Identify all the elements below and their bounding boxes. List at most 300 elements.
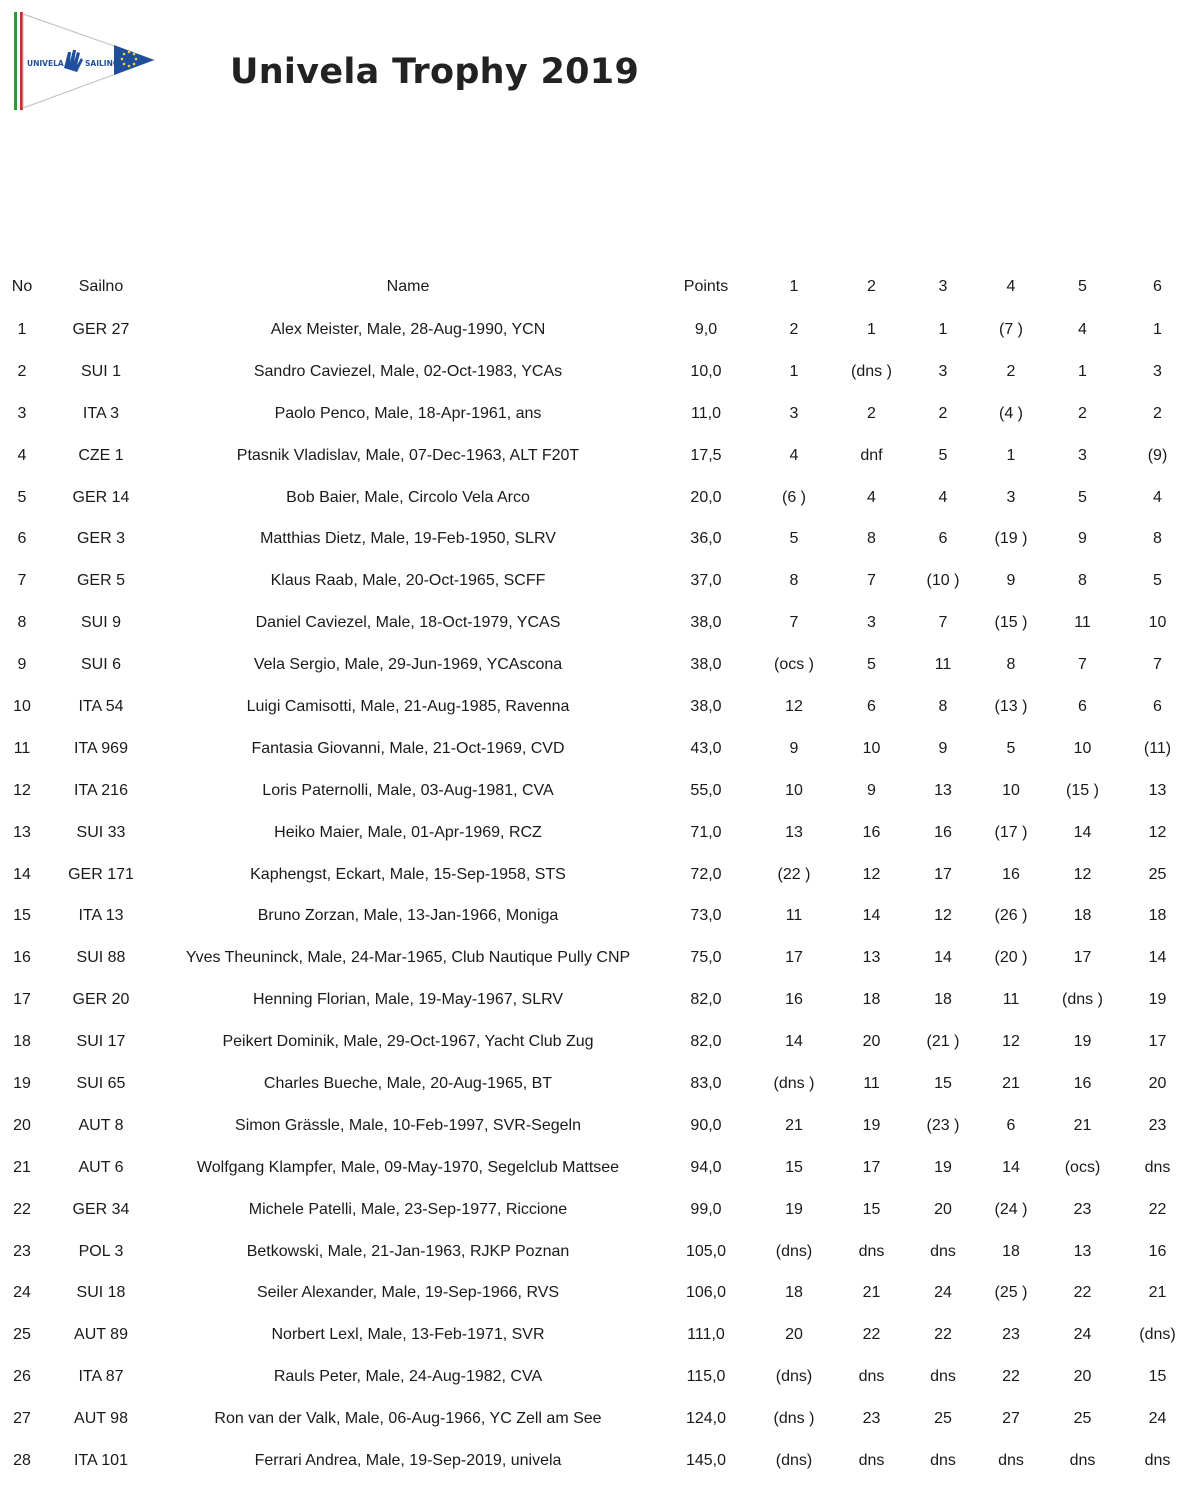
col-race-6-cell: 2 xyxy=(1153,404,1162,422)
col-sailno-cell: SUI 33 xyxy=(76,823,126,841)
logo-green-stripe xyxy=(14,12,17,110)
col-race-6-cell: 13 xyxy=(1148,781,1167,799)
col-race-3-cell: (21 ) xyxy=(926,1033,960,1051)
col-sailno-cell: SUI 88 xyxy=(76,949,126,967)
col-race-4-cell: (17 ) xyxy=(994,823,1028,841)
col-race-1-cell: 21 xyxy=(785,1116,803,1134)
col-race-2-cell: 9 xyxy=(867,781,876,799)
col-points-cell: 38,0 xyxy=(690,614,722,632)
col-race-6-cell: 14 xyxy=(1148,949,1167,967)
col-sailno-cell: ITA 101 xyxy=(74,1451,128,1469)
col-no-cell: 3 xyxy=(17,404,27,422)
col-race-6-cell: 5 xyxy=(1153,572,1162,590)
col-race-3-cell: 6 xyxy=(938,530,948,548)
col-race-3-cell: 8 xyxy=(938,697,948,715)
logo-text-right: SAILING xyxy=(85,59,119,68)
col-race-1-cell: 1 xyxy=(789,362,799,380)
col-race-6-cell: (11) xyxy=(1143,739,1172,757)
col-race-4-cell: 14 xyxy=(1002,1158,1020,1176)
col-points-cell: 72,0 xyxy=(690,865,722,883)
col-race-3-header: 3 xyxy=(938,278,948,295)
col-name-cell: Wolfgang Klampfer, Male, 09-May-1970, Segelclub Mattsee xyxy=(196,1158,620,1176)
col-race-4-cell: 6 xyxy=(1006,1116,1016,1134)
table-row xyxy=(0,812,1195,854)
results-table xyxy=(0,265,1195,1482)
col-race-4-cell: 5 xyxy=(1006,739,1016,757)
col-no-header: No xyxy=(11,278,33,295)
col-sailno-cell: SUI 6 xyxy=(80,656,121,674)
col-race-2-cell: 20 xyxy=(862,1033,881,1051)
col-race-3-cell: 5 xyxy=(938,446,948,464)
table-row xyxy=(0,686,1195,728)
col-no-cell: 25 xyxy=(13,1326,31,1344)
col-sailno-cell: ITA 13 xyxy=(78,907,124,925)
col-race-6-cell: 1 xyxy=(1153,320,1162,338)
col-name-cell: Heiko Maier, Male, 01-Apr-1969, RCZ xyxy=(274,823,542,841)
col-race-2-cell: 15 xyxy=(862,1200,881,1218)
col-points-cell: 73,0 xyxy=(690,907,722,925)
col-race-2-cell: 8 xyxy=(867,530,876,548)
col-race-5-cell: (dns ) xyxy=(1062,991,1103,1009)
col-no-cell: 1 xyxy=(17,320,27,338)
table-row xyxy=(0,1231,1195,1273)
col-race-1-cell: 16 xyxy=(785,991,803,1009)
col-race-6-cell: 21 xyxy=(1148,1284,1167,1302)
col-race-2-cell: 1 xyxy=(867,320,876,338)
col-sailno-cell: ITA 3 xyxy=(82,404,120,422)
col-race-5-cell: 12 xyxy=(1073,865,1092,883)
col-no-cell: 19 xyxy=(13,1074,31,1092)
col-race-3-cell: 24 xyxy=(934,1284,952,1302)
col-race-5-cell: 5 xyxy=(1078,488,1087,506)
col-race-3-cell: 15 xyxy=(934,1074,952,1092)
col-points-cell: 17,5 xyxy=(690,446,722,464)
table-row xyxy=(0,937,1195,979)
col-points-cell: 99,0 xyxy=(690,1200,722,1218)
col-points-cell: 145,0 xyxy=(685,1451,727,1469)
col-race-1-cell: 2 xyxy=(789,320,799,338)
col-points-cell: 82,0 xyxy=(690,1033,722,1051)
col-race-4-cell: (15 ) xyxy=(994,614,1028,632)
col-race-6-cell: 25 xyxy=(1148,865,1167,883)
col-race-3-cell: 22 xyxy=(934,1326,952,1344)
col-sailno-cell: POL 3 xyxy=(78,1242,124,1260)
col-race-3-cell: dns xyxy=(930,1368,956,1386)
col-race-3-cell: 14 xyxy=(934,949,952,967)
col-sailno-cell: AUT 89 xyxy=(74,1326,128,1344)
logo-text-left: UNIVELA xyxy=(27,59,64,68)
col-race-4-cell: 27 xyxy=(1002,1410,1020,1428)
col-race-5-cell: 6 xyxy=(1078,697,1087,715)
col-no-cell: 10 xyxy=(13,697,31,715)
col-points-cell: 38,0 xyxy=(690,656,722,674)
col-name-cell: Peikert Dominik, Male, 29-Oct-1967, Yacht Club Zug xyxy=(222,1033,594,1051)
col-race-4-cell: 1 xyxy=(1006,446,1016,464)
col-name-cell: Ptasnik Vladislav, Male, 07-Dec-1963, ALT F20T xyxy=(236,446,580,464)
col-name-cell: Betkowski, Male, 21-Jan-1963, RJKP Poznan xyxy=(246,1242,570,1260)
col-sailno-cell: GER 3 xyxy=(76,530,125,548)
col-race-6-cell: dns xyxy=(1144,1158,1171,1176)
logo-white-stripe xyxy=(17,12,20,110)
col-race-6-cell: (9) xyxy=(1147,446,1168,464)
table-row xyxy=(0,895,1195,937)
table-row xyxy=(0,351,1195,393)
col-race-6-cell: 7 xyxy=(1153,656,1162,674)
col-race-6-header: 6 xyxy=(1153,278,1162,295)
col-sailno-cell: GER 14 xyxy=(72,488,130,506)
col-race-3-cell: 7 xyxy=(938,614,948,632)
col-no-cell: 8 xyxy=(17,614,27,632)
col-race-4-cell: (7 ) xyxy=(999,320,1023,338)
col-name-cell: Michele Patelli, Male, 23-Sep-1977, Riccione xyxy=(248,1200,568,1218)
col-race-3-cell: 12 xyxy=(934,907,952,925)
col-race-2-cell: 19 xyxy=(862,1116,881,1134)
col-race-3-cell: (23 ) xyxy=(926,1116,960,1134)
col-race-2-cell: 23 xyxy=(862,1410,881,1428)
col-race-2-cell: 14 xyxy=(862,907,881,925)
col-race-5-cell: dns xyxy=(1069,1451,1096,1469)
col-race-6-cell: 18 xyxy=(1148,907,1167,925)
col-race-1-cell: (dns ) xyxy=(773,1410,815,1428)
col-race-3-cell: 16 xyxy=(934,823,952,841)
col-race-4-cell: 2 xyxy=(1006,362,1016,380)
col-race-1-cell: 15 xyxy=(785,1158,803,1176)
table-row xyxy=(0,1272,1195,1314)
col-race-5-cell: 24 xyxy=(1073,1326,1092,1344)
col-points-cell: 90,0 xyxy=(690,1116,722,1134)
col-sailno-cell: SUI 17 xyxy=(76,1033,126,1051)
col-sailno-cell: GER 5 xyxy=(76,572,125,590)
col-race-5-cell: 14 xyxy=(1073,823,1092,841)
col-points-cell: 75,0 xyxy=(690,949,722,967)
col-race-3-cell: 19 xyxy=(934,1158,952,1176)
col-no-cell: 14 xyxy=(13,865,31,883)
col-race-1-cell: 19 xyxy=(785,1200,803,1218)
col-race-6-cell: 4 xyxy=(1153,488,1162,506)
col-sailno-cell: ITA 54 xyxy=(78,697,124,715)
col-sailno-cell: AUT 8 xyxy=(78,1116,124,1134)
col-race-4-cell: (26 ) xyxy=(994,907,1028,925)
header-row xyxy=(0,265,1195,309)
table-row xyxy=(0,728,1195,770)
col-no-cell: 21 xyxy=(13,1158,31,1176)
col-points-cell: 10,0 xyxy=(690,362,722,380)
col-name-cell: Seiler Alexander, Male, 19-Sep-1966, RVS xyxy=(256,1284,560,1302)
col-race-5-cell: 10 xyxy=(1073,739,1092,757)
col-race-6-cell: 3 xyxy=(1153,362,1162,380)
col-race-2-cell: 13 xyxy=(862,949,881,967)
col-race-4-cell: 16 xyxy=(1002,865,1020,883)
col-race-3-cell: 2 xyxy=(938,404,948,422)
col-no-cell: 13 xyxy=(13,823,31,841)
col-race-2-cell: 18 xyxy=(862,991,881,1009)
col-points-cell: 106,0 xyxy=(685,1284,727,1302)
col-no-cell: 7 xyxy=(17,572,27,590)
table-row xyxy=(0,309,1195,351)
col-points-cell: 36,0 xyxy=(690,530,722,548)
col-no-cell: 28 xyxy=(13,1451,31,1469)
page-title: Univela Trophy 2019 xyxy=(230,52,640,92)
col-race-3-cell: (10 ) xyxy=(926,572,960,590)
col-race-2-cell: (dns ) xyxy=(851,362,892,380)
col-race-5-cell: (15 ) xyxy=(1066,781,1099,799)
col-race-1-cell: 17 xyxy=(785,949,803,967)
col-sailno-cell: ITA 87 xyxy=(78,1368,124,1386)
table-row xyxy=(0,602,1195,644)
col-name-cell: Charles Bueche, Male, 20-Aug-1965, BT xyxy=(263,1074,553,1092)
col-race-4-header: 4 xyxy=(1006,278,1016,295)
col-race-2-cell: 12 xyxy=(862,865,881,883)
col-name-cell: Rauls Peter, Male, 24-Aug-1982, CVA xyxy=(273,1368,543,1386)
table-row xyxy=(0,393,1195,435)
table-row xyxy=(0,560,1195,602)
col-sailno-cell: SUI 65 xyxy=(76,1074,126,1092)
col-no-cell: 5 xyxy=(17,488,27,506)
col-name-cell: Bob Baier, Male, Circolo Vela Arco xyxy=(286,488,530,506)
col-race-4-cell: (19 ) xyxy=(994,530,1028,548)
col-points-cell: 11,0 xyxy=(691,404,721,422)
col-race-1-cell: (dns) xyxy=(775,1242,813,1260)
col-name-cell: Sandro Caviezel, Male, 02-Oct-1983, YCAs xyxy=(253,362,563,380)
col-race-2-cell: dnf xyxy=(860,446,883,464)
col-race-1-cell: 7 xyxy=(789,614,799,632)
col-race-4-cell: 8 xyxy=(1006,656,1016,674)
col-name-cell: Norbert Lexl, Male, 13-Feb-1971, SVR xyxy=(271,1326,545,1344)
table-row xyxy=(0,1105,1195,1147)
col-race-4-cell: 23 xyxy=(1002,1326,1020,1344)
col-race-1-cell: (22 ) xyxy=(777,865,811,883)
col-sailno-cell: AUT 6 xyxy=(78,1158,124,1176)
col-race-3-cell: 9 xyxy=(938,739,948,757)
col-name-cell: Daniel Caviezel, Male, 18-Oct-1979, YCAS xyxy=(255,614,561,632)
col-race-3-cell: dns xyxy=(930,1451,956,1469)
table-row xyxy=(0,644,1195,686)
col-no-cell: 11 xyxy=(13,739,31,757)
col-sailno-cell: AUT 98 xyxy=(74,1410,128,1428)
col-race-1-cell: 9 xyxy=(789,739,799,757)
table-row xyxy=(0,1398,1195,1440)
col-race-5-cell: 20 xyxy=(1073,1368,1092,1386)
col-race-6-cell: 22 xyxy=(1148,1200,1167,1218)
col-race-1-header: 1 xyxy=(789,278,799,295)
col-race-2-cell: 3 xyxy=(867,614,876,632)
col-race-2-cell: 21 xyxy=(862,1284,881,1302)
table-row xyxy=(0,1440,1195,1482)
col-no-cell: 2 xyxy=(17,362,27,380)
col-name-cell: Yves Theuninck, Male, 24-Mar-1965, Club Nautique Pully CNP xyxy=(185,949,631,967)
col-no-cell: 18 xyxy=(13,1033,31,1051)
col-race-5-cell: (ocs) xyxy=(1064,1158,1101,1176)
col-name-cell: Ron van der Valk, Male, 06-Aug-1966, YC Zell am See xyxy=(214,1410,602,1428)
col-no-cell: 15 xyxy=(13,907,31,925)
col-name-cell: Fantasia Giovanni, Male, 21-Oct-1969, CVD xyxy=(251,739,565,757)
col-race-2-cell: 5 xyxy=(867,656,876,674)
col-race-1-cell: 11 xyxy=(785,907,803,925)
table-row xyxy=(0,854,1195,896)
col-race-5-cell: 9 xyxy=(1078,530,1087,548)
col-race-2-cell: 16 xyxy=(862,823,881,841)
col-race-2-cell: 22 xyxy=(862,1326,881,1344)
col-race-2-cell: 11 xyxy=(863,1074,880,1092)
col-sailno-cell: SUI 9 xyxy=(80,614,121,632)
col-sailno-cell: ITA 969 xyxy=(74,739,128,757)
col-race-1-cell: 13 xyxy=(785,823,803,841)
col-race-4-cell: 11 xyxy=(1002,991,1020,1009)
col-race-1-cell: (dns) xyxy=(775,1451,813,1469)
col-name-cell: Henning Florian, Male, 19-May-1967, SLRV xyxy=(252,991,564,1009)
col-race-2-cell: 7 xyxy=(867,572,876,590)
col-race-5-cell: 2 xyxy=(1078,404,1087,422)
col-no-cell: 16 xyxy=(13,949,31,967)
col-race-1-cell: 12 xyxy=(785,697,803,715)
col-race-6-cell: (dns) xyxy=(1139,1326,1176,1344)
col-race-3-cell: 13 xyxy=(934,781,952,799)
col-race-6-cell: dns xyxy=(1144,1451,1171,1469)
col-race-3-cell: 3 xyxy=(938,362,948,380)
col-sailno-cell: GER 171 xyxy=(68,865,134,883)
col-points-cell: 105,0 xyxy=(685,1242,727,1260)
col-race-1-cell: 10 xyxy=(785,781,803,799)
col-race-2-cell: 10 xyxy=(862,739,881,757)
col-race-4-cell: 10 xyxy=(1002,781,1020,799)
col-name-cell: Loris Paternolli, Male, 03-Aug-1981, CVA xyxy=(262,781,554,799)
results-body xyxy=(0,309,1195,1482)
col-race-6-cell: 8 xyxy=(1153,530,1162,548)
univela-sailing-logo xyxy=(14,12,156,110)
col-race-5-cell: 22 xyxy=(1073,1284,1092,1302)
col-no-cell: 22 xyxy=(13,1200,31,1218)
col-points-cell: 37,0 xyxy=(690,572,722,590)
col-race-4-cell: 3 xyxy=(1006,488,1016,506)
col-name-cell: Luigi Camisotti, Male, 21-Aug-1985, Ravenna xyxy=(246,697,570,715)
col-race-5-cell: 3 xyxy=(1078,446,1087,464)
col-race-1-cell: (dns ) xyxy=(773,1074,815,1092)
col-race-5-cell: 11 xyxy=(1074,614,1091,632)
col-race-6-cell: 20 xyxy=(1148,1074,1167,1092)
col-points-header: Points xyxy=(683,278,729,295)
col-points-cell: 38,0 xyxy=(690,697,722,715)
col-name-cell: Simon Grässle, Male, 10-Feb-1997, SVR-Segeln xyxy=(235,1116,581,1134)
col-no-cell: 24 xyxy=(13,1284,31,1302)
col-race-4-cell: 18 xyxy=(1002,1242,1020,1260)
col-race-3-cell: 11 xyxy=(934,656,952,674)
col-race-3-cell: 1 xyxy=(938,320,948,338)
table-row xyxy=(0,518,1195,560)
col-name-cell: Paolo Penco, Male, 18-Apr-1961, ans xyxy=(274,404,542,422)
col-points-cell: 111,0 xyxy=(687,1326,725,1344)
col-name-cell: Klaus Raab, Male, 20-Oct-1965, SCFF xyxy=(270,572,546,590)
col-sailno-cell: GER 34 xyxy=(72,1200,130,1218)
col-name-cell: Alex Meister, Male, 28-Aug-1990, YCN xyxy=(270,320,546,338)
col-race-6-cell: 10 xyxy=(1148,614,1167,632)
col-name-cell: Matthias Dietz, Male, 19-Feb-1950, SLRV xyxy=(260,530,556,548)
col-race-3-cell: dns xyxy=(930,1242,956,1260)
col-no-cell: 12 xyxy=(13,781,31,799)
col-race-2-cell: 17 xyxy=(862,1158,881,1176)
col-race-1-cell: (dns) xyxy=(775,1368,813,1386)
col-sailno-cell: SUI 1 xyxy=(80,362,121,380)
col-name-cell: Kaphengst, Eckart, Male, 15-Sep-1958, STS xyxy=(250,865,566,883)
col-sailno-cell: GER 27 xyxy=(72,320,130,338)
col-race-6-cell: 24 xyxy=(1148,1410,1167,1428)
col-race-5-cell: 19 xyxy=(1073,1033,1092,1051)
col-race-3-cell: 20 xyxy=(934,1200,952,1218)
col-race-6-cell: 17 xyxy=(1148,1033,1167,1051)
col-no-cell: 20 xyxy=(13,1116,31,1134)
col-no-cell: 26 xyxy=(13,1368,31,1386)
col-race-5-header: 5 xyxy=(1078,278,1087,295)
logo-blue-tip xyxy=(114,45,154,75)
col-race-2-cell: dns xyxy=(858,1451,885,1469)
col-no-cell: 17 xyxy=(13,991,31,1009)
col-race-4-cell: (24 ) xyxy=(994,1200,1028,1218)
col-race-3-cell: 17 xyxy=(934,865,952,883)
col-race-1-cell: (6 ) xyxy=(782,488,806,506)
col-race-4-cell: (20 ) xyxy=(994,949,1028,967)
col-race-5-cell: 8 xyxy=(1078,572,1087,590)
col-race-6-cell: 6 xyxy=(1153,697,1162,715)
col-race-3-cell: 25 xyxy=(934,1410,952,1428)
col-name-cell: Vela Sergio, Male, 29-Jun-1969, YCAscona xyxy=(253,656,563,674)
table-row xyxy=(0,1356,1195,1398)
col-race-6-cell: 12 xyxy=(1148,823,1167,841)
col-race-2-cell: 2 xyxy=(867,404,876,422)
col-points-cell: 83,0 xyxy=(690,1074,722,1092)
col-race-1-cell: 3 xyxy=(789,404,799,422)
col-points-cell: 124,0 xyxy=(685,1410,727,1428)
col-race-1-cell: 18 xyxy=(785,1284,803,1302)
col-race-5-cell: 23 xyxy=(1073,1200,1092,1218)
col-name-header: Name xyxy=(386,278,430,295)
col-race-5-cell: 21 xyxy=(1073,1116,1092,1134)
col-race-3-cell: 4 xyxy=(938,488,948,506)
col-race-4-cell: dns xyxy=(998,1451,1024,1469)
col-race-6-cell: 15 xyxy=(1148,1368,1167,1386)
table-row xyxy=(0,770,1195,812)
col-race-5-cell: 7 xyxy=(1078,656,1087,674)
col-race-5-cell: 18 xyxy=(1073,907,1092,925)
col-points-cell: 43,0 xyxy=(690,739,722,757)
col-race-4-cell: 12 xyxy=(1002,1033,1020,1051)
col-race-2-cell: dns xyxy=(858,1242,885,1260)
col-race-2-cell: dns xyxy=(858,1368,885,1386)
col-race-5-cell: 16 xyxy=(1073,1074,1092,1092)
col-race-6-cell: 16 xyxy=(1148,1242,1167,1260)
col-race-5-cell: 25 xyxy=(1073,1410,1092,1428)
table-row xyxy=(0,1063,1195,1105)
col-points-cell: 82,0 xyxy=(690,991,722,1009)
col-race-5-cell: 17 xyxy=(1073,949,1092,967)
col-race-1-cell: 8 xyxy=(789,572,799,590)
col-points-cell: 115,0 xyxy=(686,1368,726,1386)
col-no-cell: 23 xyxy=(13,1242,31,1260)
col-race-4-cell: (4 ) xyxy=(999,404,1023,422)
col-race-2-cell: 4 xyxy=(867,488,876,506)
table-row xyxy=(0,1021,1195,1063)
col-sailno-header: Sailno xyxy=(78,278,124,295)
col-race-1-cell: 14 xyxy=(785,1033,803,1051)
col-race-2-cell: 6 xyxy=(867,697,876,715)
col-race-4-cell: (25 ) xyxy=(994,1284,1028,1302)
col-sailno-cell: GER 20 xyxy=(72,991,130,1009)
col-race-4-cell: 9 xyxy=(1006,572,1016,590)
col-no-cell: 4 xyxy=(17,446,27,464)
col-race-1-cell: (ocs ) xyxy=(774,656,814,674)
col-points-cell: 55,0 xyxy=(690,781,722,799)
col-race-5-cell: 4 xyxy=(1078,320,1087,338)
col-sailno-cell: ITA 216 xyxy=(74,781,128,799)
col-race-4-cell: 22 xyxy=(1002,1368,1020,1386)
